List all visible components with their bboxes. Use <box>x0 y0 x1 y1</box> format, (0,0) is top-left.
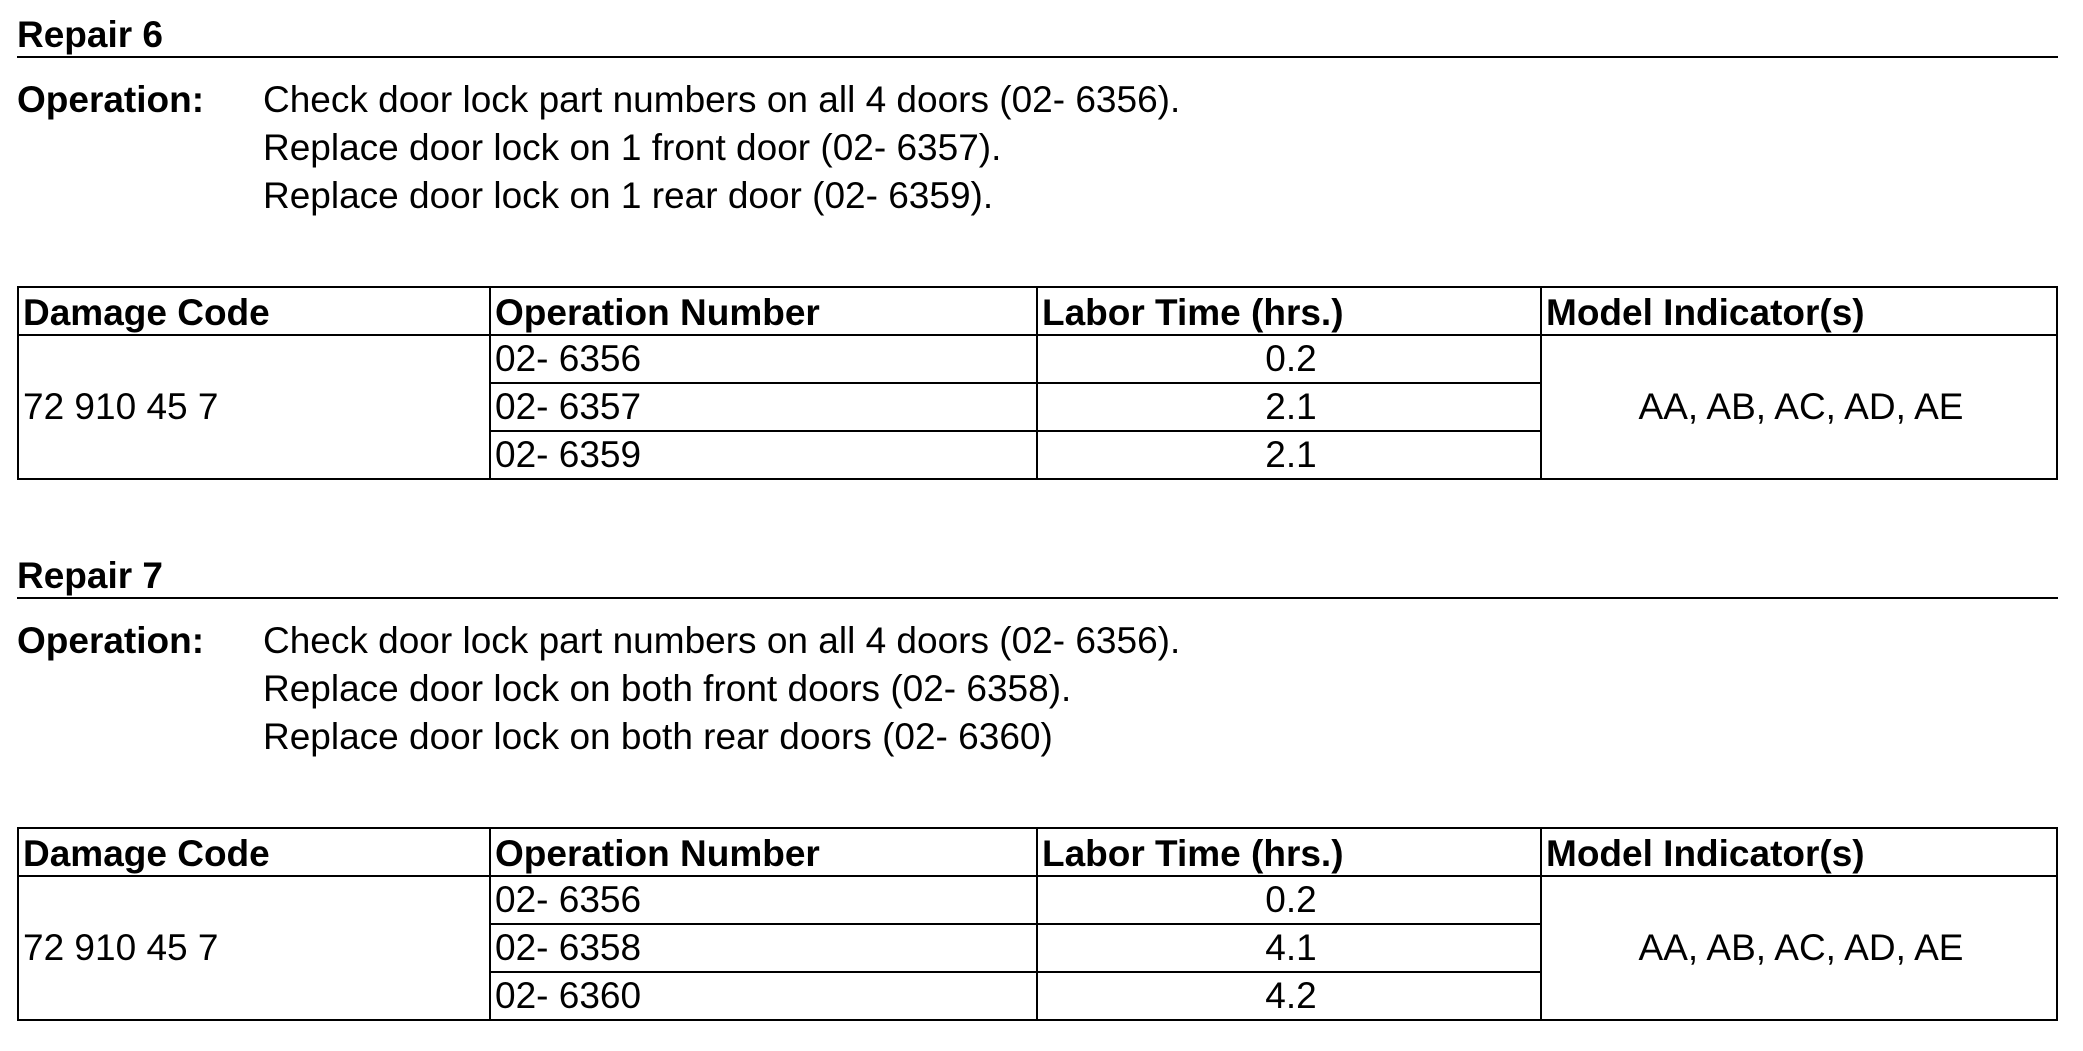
operation-block <box>17 617 2058 761</box>
operation-number-cell: 02- 6356 <box>490 876 1037 924</box>
operation-number-cell: 02- 6359 <box>490 431 1037 479</box>
operation-line: Check door lock part numbers on all 4 doors (02- 6356). <box>263 79 1181 120</box>
model-indicators-cell: AA, AB, AC, AD, AE <box>1541 335 2057 479</box>
operation-lines <box>263 76 2058 220</box>
table-row <box>18 335 2057 383</box>
labor-time-cell: 0.2 <box>1037 335 1541 383</box>
table-header-row <box>18 287 2057 335</box>
repair-section-6 <box>17 12 2058 475</box>
damage-code-cell: 72 910 45 7 <box>18 876 490 1020</box>
header-labor-time: Labor Time (hrs.) <box>1037 287 1541 335</box>
operation-label: Operation: <box>17 620 205 661</box>
model-indicators-cell: AA, AB, AC, AD, AE <box>1541 876 2057 1020</box>
damage-code-cell: 72 910 45 7 <box>18 335 490 479</box>
repair-title: Repair 7 <box>17 553 2058 599</box>
operation-number-cell: 02- 6358 <box>490 924 1037 972</box>
labor-time-cell: 2.1 <box>1037 383 1541 431</box>
table-header-row <box>18 828 2057 876</box>
header-damage-code: Damage Code <box>18 828 490 876</box>
labor-time-cell: 0.2 <box>1037 876 1541 924</box>
operation-line: Replace door lock on both rear doors (02- 6360) <box>263 716 1053 757</box>
table-row <box>18 876 2057 924</box>
labor-time-cell: 4.1 <box>1037 924 1541 972</box>
operation-lines <box>263 617 2058 761</box>
operation-number-cell: 02- 6357 <box>490 383 1037 431</box>
repair-table <box>17 827 2058 1021</box>
operation-line: Replace door lock on both front doors (02- 6358). <box>263 668 1072 709</box>
labor-time-cell: 4.2 <box>1037 972 1541 1020</box>
operation-number-cell: 02- 6356 <box>490 335 1037 383</box>
operation-number-cell: 02- 6360 <box>490 972 1037 1020</box>
repair-table <box>17 286 2058 480</box>
operation-label: Operation: <box>17 79 205 120</box>
header-operation-number: Operation Number <box>490 828 1037 876</box>
operation-line: Check door lock part numbers on all 4 doors (02- 6356). <box>263 620 1181 661</box>
header-model-indicators: Model Indicator(s) <box>1541 828 2057 876</box>
labor-time-cell: 2.1 <box>1037 431 1541 479</box>
header-model-indicators: Model Indicator(s) <box>1541 287 2057 335</box>
operation-line: Replace door lock on 1 rear door (02- 6359). <box>263 175 994 216</box>
operation-block <box>17 76 2058 220</box>
operation-line: Replace door lock on 1 front door (02- 6357). <box>263 127 1002 168</box>
header-damage-code: Damage Code <box>18 287 490 335</box>
repair-title: Repair 6 <box>17 12 2058 58</box>
header-operation-number: Operation Number <box>490 287 1037 335</box>
header-labor-time: Labor Time (hrs.) <box>1037 828 1541 876</box>
repair-section-7 <box>17 553 2058 1016</box>
